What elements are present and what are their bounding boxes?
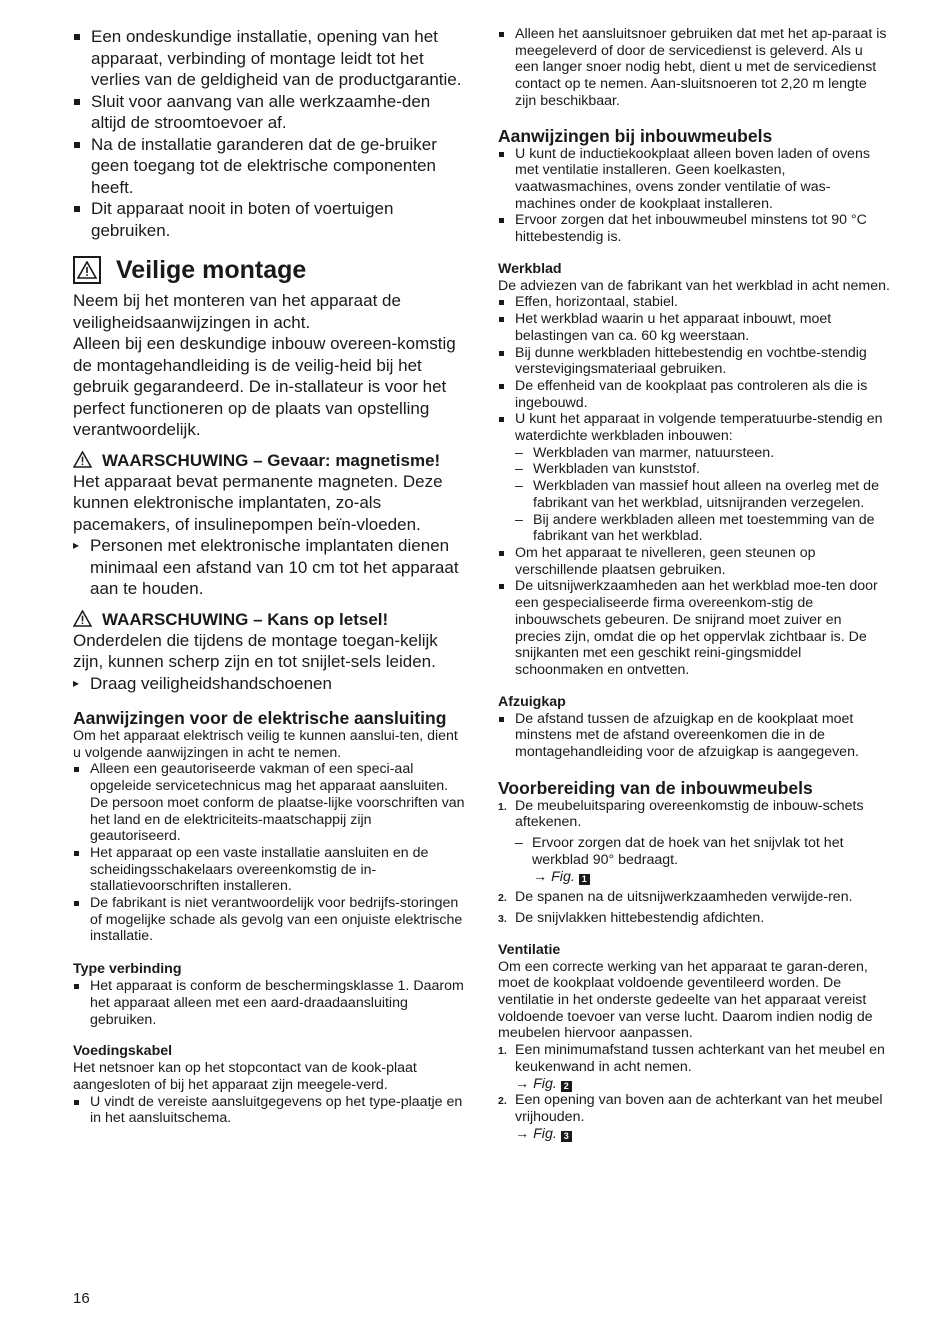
list-item: – Bij andere werkbladen alleen met toestemming van de fabrikant van het werkblad.: [515, 512, 890, 545]
list-item: Bij dunne werkbladen hittebestendig en vochtbe-stendig verstevigingsmateriaal gebruiken.: [498, 345, 890, 378]
paragraph: De adviezen van de fabrikant van het werkblad in acht nemen.: [498, 277, 890, 294]
dash-list: [498, 445, 890, 545]
bullet-list: [73, 761, 465, 945]
list-item: Het werkblad waarin u het apparaat inbouwt, moet belastingen van ca. 60 kg weerstaan.: [498, 311, 890, 344]
step-item: [498, 798, 890, 886]
section-heading: Voorbereiding van de inbouwmeubels: [498, 777, 813, 798]
step-text: Een opening van boven aan de achterkant van het meubel vrijhouden.: [515, 1092, 883, 1125]
section-heading: Aanwijzingen voor de elektrische aansluiting: [73, 708, 447, 728]
fig-label: → Fig.: [515, 1125, 557, 1142]
step-list: [498, 1042, 890, 1142]
action-item: ▸ Personen met elektronische implantaten dienen minimaal een afstand van 10 cm tot het apparaat aan te houden.: [73, 535, 465, 600]
list-item: De fabrikant is niet verantwoordelijk voor bedrijfs-storingen of mogelijke schade als gevolg van een onjuiste elektrische installatie.: [73, 895, 465, 945]
list-item: Sluit voor aanvang van alle werkzaamhe-den altijd de stroomtoevoer af.: [73, 91, 465, 134]
list-item: – Werkbladen van massief hout alleen na overleg met de fabrikant van het werkblad, uitsnijranden verzegelen.: [515, 478, 890, 511]
page-number: 16: [73, 1290, 90, 1307]
fig-label: → Fig.: [515, 1075, 557, 1092]
paragraph: Het netsnoer kan op het stopcontact van de kook-plaat aangesloten of bij het apparaat zijn meegele-verd.: [73, 1060, 417, 1093]
step-number: 3.: [498, 912, 507, 925]
warning-triangle-icon: [73, 610, 92, 627]
step-number: 2.: [498, 892, 507, 905]
action-list: [73, 535, 465, 600]
left-column: [73, 26, 465, 1127]
list-item: Na de installatie garanderen dat de ge-bruiker geen toegang tot de elektrische componenten heeft.: [73, 134, 465, 199]
list-item: Effen, horizontaal, stabiel.: [498, 294, 890, 311]
figure-number-badge: 1: [579, 874, 590, 885]
bullet-list: [498, 294, 890, 444]
list-item: U vindt de vereiste aansluitgegevens op het type-plaatje en in het aansluitschema.: [73, 1094, 465, 1127]
list-item: Ervoor zorgen dat het inbouwmeubel minstens tot 90 °C hittebestendig is.: [498, 212, 890, 245]
step-text: De spanen na de uitsnijwerkzaamheden verwijde-ren.: [515, 889, 853, 906]
section-title: Veilige montage: [116, 256, 307, 284]
bullet-list: [73, 978, 465, 1028]
list-item: Alleen een geautoriseerde vakman of een speci-aal opgeleide servicetechnicus mag het apparaat aansluiten. De persoon moet conform de plaatse-lijke voorschriften van het land en de elektriciteits-maatschappij zijn geautoriseerd.: [73, 761, 465, 845]
list-item: – Werkbladen van marmer, natuursteen.: [515, 445, 890, 462]
warning-triangle-icon: [73, 451, 92, 468]
step-number: 1.: [498, 800, 507, 813]
dash-list: [515, 835, 890, 868]
bullet-list: [73, 1094, 465, 1127]
warning-title: WAARSCHUWING – Gevaar: magnetisme!: [102, 450, 441, 470]
right-column: [498, 26, 890, 1142]
warning-heading-magnetism: [73, 450, 465, 471]
warning-title: WAARSCHUWING – Kans op letsel!: [102, 609, 389, 629]
figure-reference: [515, 1076, 890, 1093]
subsection-heading: Type verbinding: [73, 961, 182, 978]
action-list: [73, 673, 465, 695]
list-item: Een ondeskundige installatie, opening van het apparaat, verbinding of montage leidt tot het verlies van de geldigheid van de productgarantie.: [73, 26, 465, 91]
step-text: Een minimumafstand tussen achterkant van het meubel en keukenwand in acht nemen.: [515, 1042, 885, 1075]
step-item: [498, 889, 890, 906]
paragraph: Om het apparaat elektrisch veilig te kunnen aanslui-ten, dient u volgende aanwijzingen in acht te nemen.: [73, 728, 458, 761]
list-item: De uitsnijwerkzaamheden aan het werkblad moe-ten door een gespecialiseerde firma overeenkom-stig de inbouwschets gebeuren. De snijrand moet zuiver en precies zijn, omdat die op het oppervlak zichtbaar is. De snijkanten met een geschikt reini-gingsmiddel schoonmaken en ontvetten.: [498, 578, 890, 678]
intro-bullet-list: [73, 26, 465, 241]
list-item: De effenheid van de kookplaat pas controleren als die is ingebouwd.: [498, 378, 890, 411]
paragraph: Alleen bij een deskundige inbouw overeen-komstig de montagehandleiding is de veilig-heid bij het gebruik gegarandeerd. De in-stallateur is voor het perfect functioneren op de plaats van opstelling verantwoordelijk.: [73, 334, 456, 439]
list-item: Het apparaat is conform de beschermingsklasse 1. Daarom het apparaat alleen met een aard-draadaansluiting gebruiken.: [73, 978, 465, 1028]
figure-number-badge: 3: [561, 1131, 572, 1142]
subsection-heading: Afzuigkap: [498, 693, 566, 710]
bullet-list: [498, 545, 890, 679]
step-text: De meubeluitsparing overeenkomstig de inbouw-schets aftekenen.: [515, 797, 864, 831]
fig-label: → Fig.: [533, 868, 575, 885]
step-item: [498, 910, 890, 927]
step-text: De snijvlakken hittebestendig afdichten.: [515, 909, 765, 926]
paragraph: Onderdelen die tijdens de montage toegan-kelijk zijn, kunnen scherp zijn en tot snijlet-sels leiden.: [73, 630, 438, 671]
subsection-heading: Voedingskabel: [73, 1043, 173, 1060]
bullet-list: [498, 26, 890, 110]
step-number: 1.: [498, 1045, 507, 1058]
figure-reference: [515, 869, 890, 886]
figure-number-badge: 2: [561, 1081, 572, 1092]
list-item: – Ervoor zorgen dat de hoek van het snijvlak tot het werkblad 90° bedraagt.: [515, 835, 890, 868]
figure-reference: [515, 1126, 890, 1143]
list-item: U kunt de inductiekookplaat alleen boven laden of ovens met ventilatie installeren. Geen koelkasten, vaatwasmachines, ovens zonder ventilatie of was-machines onder de kookplaat installeren.: [498, 146, 890, 213]
list-item: Alleen het aansluitsnoer gebruiken dat met het ap-paraat is meegeleverd of door de servicedienst is geleverd. Als u een langer snoer nodig hebt, dient u met de servicedienst contact op te nemen. Aan-sluitsnoeren tot 2,20 m lengte zijn beschikbaar.: [498, 26, 890, 110]
warning-heading-injury: [73, 609, 465, 630]
step-list: [498, 798, 890, 927]
list-item: Om het apparaat te nivelleren, geen steunen op verschillende plaatsen gebruiken.: [498, 545, 890, 578]
paragraph: Om een correcte werking van het apparaat te garan-deren, moet de kookplaat voldoende geventileerd worden. De ventilatie in het onderste gedeelte van het apparaat vereist voldoende toevoer van verse lucht. Daarom indien nodig de meubelen hiervoor aanpassen.: [498, 958, 873, 1042]
list-item: De afstand tussen de afzuigkap en de kookplaat moet minstens met de afstand overeenkomen die in de montagehandleiding voor de afzuigkap is aangegeven.: [498, 711, 890, 761]
action-item: ▸ Draag veiligheidshandschoenen: [73, 673, 465, 695]
list-item: Het apparaat op een vaste installatie aansluiten en de scheidingsschakelaars overeenkomstig de in-stallatievoorschriften installeren.: [73, 845, 465, 895]
step-number: 2.: [498, 1095, 507, 1108]
step-item: [498, 1042, 890, 1092]
list-item: Dit apparaat nooit in boten of voertuigen gebruiken.: [73, 198, 465, 241]
paragraph: Neem bij het monteren van het apparaat de veiligheidsaanwijzingen in acht.: [73, 291, 401, 332]
safe-mounting-heading: [73, 256, 465, 284]
list-item: – Werkbladen van kunststof.: [515, 461, 890, 478]
subsection-heading: Ventilatie: [498, 941, 561, 958]
section-heading: Aanwijzingen bij inbouwmeubels: [498, 125, 773, 146]
bullet-list: [498, 146, 890, 246]
step-item: [498, 1092, 890, 1142]
subsection-heading: Werkblad: [498, 260, 562, 277]
paragraph: Het apparaat bevat permanente magneten. Deze kunnen elektronische implantaten, zo-als pacemakers, of insulinepompen beïn-vloeden.: [73, 471, 443, 534]
warning-box-icon: [73, 256, 101, 284]
list-item: U kunt het apparaat in volgende temperatuurbe-stendig en waterdichte werkbladen inbouwen:: [498, 411, 890, 444]
bullet-list: [498, 711, 890, 761]
